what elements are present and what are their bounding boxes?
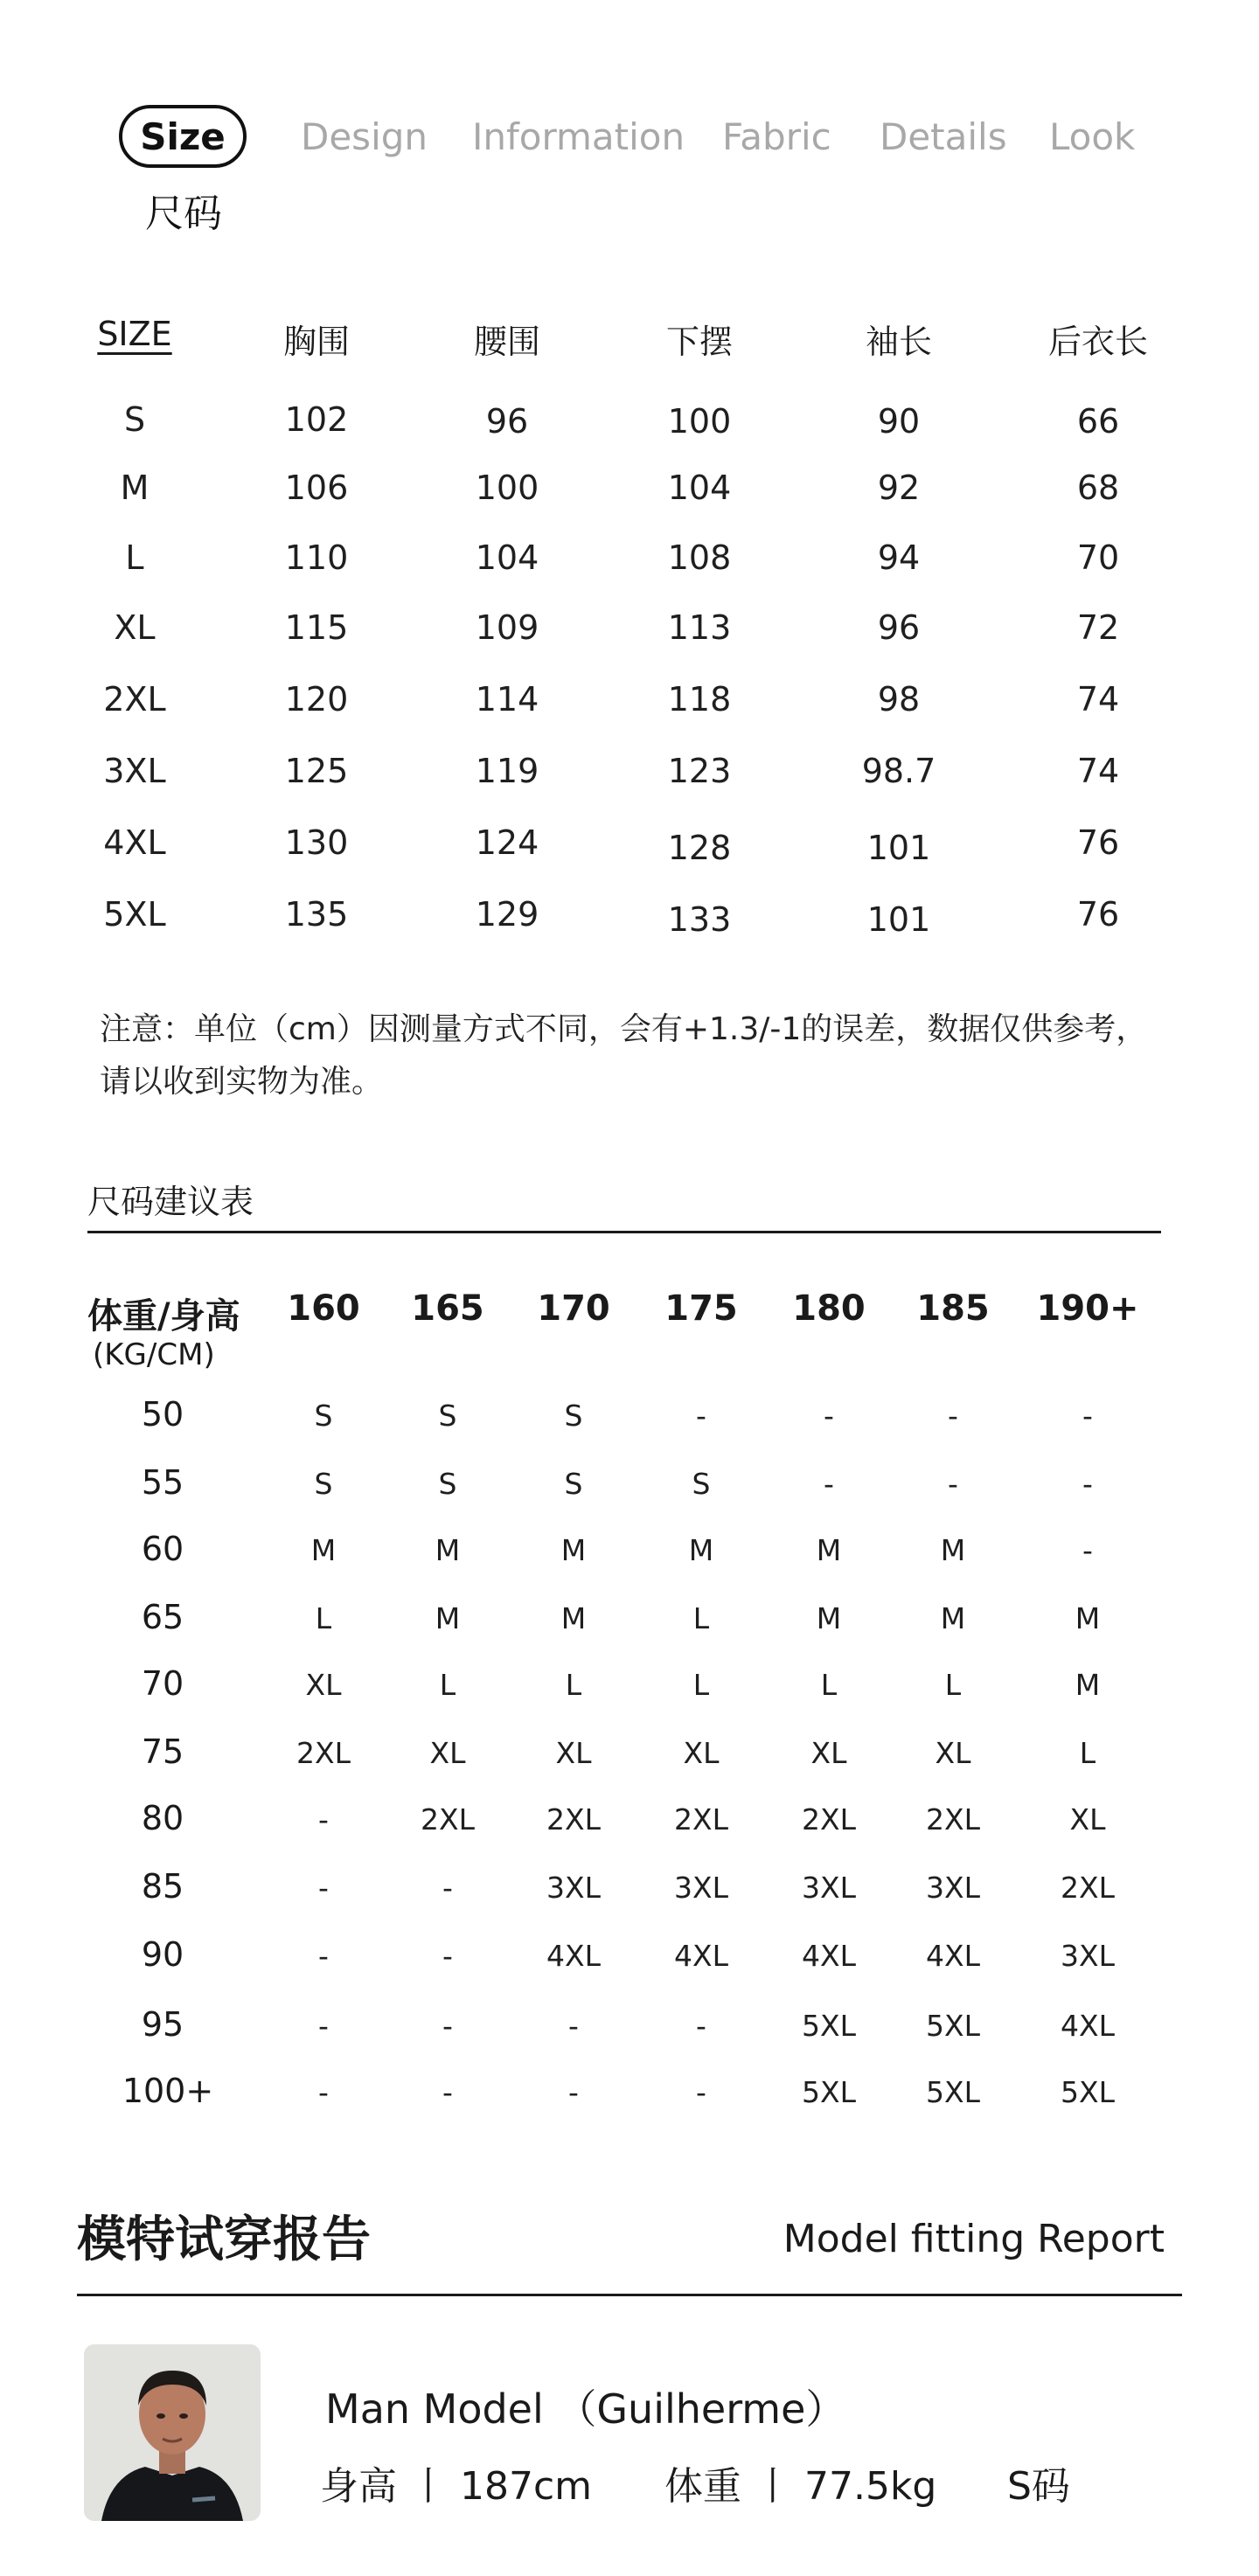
tab-look[interactable]: Look [1049,115,1136,158]
tab-design[interactable]: Design [301,115,428,158]
recommended-size-cell: XL [935,1736,971,1770]
measure-value-cell: 74 [1076,752,1120,790]
measure-value-cell: 108 [667,538,732,577]
recommended-size-cell: - [442,2075,453,2109]
size-label-cell: S [123,400,146,439]
recommended-size-cell: L [820,1668,838,1702]
measure-value-cell: 72 [1076,608,1120,647]
recommended-size-cell: S [438,1399,457,1433]
recommended-size-cell: M [435,1601,461,1635]
recommended-size-cell: XL [429,1736,466,1770]
measure-value-cell: 135 [284,895,349,934]
recommended-size-cell: L [1079,1736,1096,1770]
recommended-size-cell: M [688,1533,714,1567]
measure-value-cell: 92 [877,469,921,507]
measure-value-cell: 90 [877,402,921,441]
model-report-divider [77,2294,1182,2296]
recommended-size-cell: 3XL [546,1871,601,1905]
measure-value-cell: 100 [475,469,539,507]
recommended-size-cell: - [318,1802,329,1837]
recommendation-divider [87,1231,1161,1233]
measure-value-cell: 101 [866,900,931,939]
size-label-cell: 4XL [103,823,166,862]
recommended-size-cell: - [318,1939,329,1973]
measure-value-cell: 130 [284,823,349,862]
recommended-size-cell: L [565,1668,582,1702]
recommendation-title: 尺码建议表 [87,1183,254,1221]
recommended-size-cell: M [816,1533,842,1567]
height-column-header: 190+ [1036,1288,1139,1329]
size-label-cell: L [125,538,144,577]
recommended-size-cell: S [438,1467,457,1501]
recommended-size-cell: S [692,1467,711,1501]
recommended-size-cell: M [310,1533,337,1567]
corner-label: 体重/身高 [87,1296,240,1337]
weight-row-label: 75 [141,1732,184,1771]
recommended-size-cell: M [560,1533,587,1567]
weight-row-label: 95 [141,2005,184,2044]
recommended-size-cell: - [824,1399,834,1433]
recommended-size-cell: - [318,2009,329,2043]
measure-column-header: 腰围 [473,323,541,361]
recommended-size-cell: 4XL [674,1939,728,1973]
recommended-size-cell: 3XL [802,1871,856,1905]
recommended-size-cell: M [940,1533,966,1567]
measure-value-cell: 123 [667,752,732,790]
recommended-size-cell: 4XL [1061,2009,1115,2043]
measure-column-header: 后衣长 [1047,323,1149,361]
recommended-size-cell: L [315,1601,332,1635]
model-name: Man Model （Guilherme） [325,2385,846,2433]
weight-row-label: 65 [141,1598,184,1636]
height-column-header: 185 [916,1288,990,1329]
recommended-size-cell: 5XL [926,2075,980,2109]
measure-column-header: 下摆 [665,323,734,361]
height-column-header: 160 [287,1288,360,1329]
measure-value-cell: 74 [1076,680,1120,719]
tab-information[interactable]: Information [472,115,685,158]
recommended-size-cell: 4XL [926,1939,980,1973]
measure-value-cell: 96 [485,402,529,441]
measure-value-cell: 115 [284,608,349,647]
recommended-size-cell: XL [555,1736,592,1770]
weight-row-label: 90 [141,1935,184,1974]
size-label-cell: 2XL [103,680,166,719]
recommended-size-cell: L [692,1601,710,1635]
measure-value-cell: 102 [284,400,349,439]
recommended-size-cell: 2XL [546,1802,601,1837]
recommended-size-cell: 5XL [1061,2075,1115,2109]
measure-value-cell: 133 [667,900,732,939]
recommended-size-cell: 2XL [296,1736,351,1770]
recommended-size-cell: 3XL [926,1871,980,1905]
recommended-size-cell: S [564,1399,583,1433]
model-weight: 体重 丨 77.5kg [664,2464,937,2509]
recommended-size-cell: 5XL [802,2075,856,2109]
weight-row-label: 55 [141,1463,184,1502]
measure-value-cell: 106 [284,469,349,507]
recommended-size-cell: - [824,1467,834,1501]
measure-value-cell: 100 [667,402,732,441]
measure-value-cell: 124 [475,823,539,862]
recommended-size-cell: - [568,2075,579,2109]
measure-value-cell: 120 [284,680,349,719]
recommended-size-cell: 2XL [802,1802,856,1837]
size-label-cell: XL [114,608,156,647]
recommended-size-cell: - [1082,1399,1093,1433]
recommended-size-cell: - [696,2075,706,2109]
measure-value-cell: 125 [284,752,349,790]
recommended-size-cell: 4XL [546,1939,601,1973]
measure-value-cell: 76 [1076,823,1120,862]
recommended-size-cell: 3XL [1061,1939,1115,1973]
measure-value-cell: 110 [284,538,349,577]
recommended-size-cell: - [442,2009,453,2043]
recommended-size-cell: M [1075,1668,1101,1702]
recommended-size-cell: - [948,1467,958,1501]
weight-row-label: 100+ [122,2072,214,2110]
measure-value-cell: 118 [667,680,732,719]
size-label-cell: 3XL [103,752,166,790]
recommended-size-cell: M [816,1601,842,1635]
recommended-size-cell: - [442,1871,453,1905]
recommended-size-cell: L [944,1668,962,1702]
measure-value-cell: 119 [475,752,539,790]
recommended-size-cell: 2XL [1061,1871,1115,1905]
recommended-size-cell: 5XL [802,2009,856,2043]
recommended-size-cell: - [948,1399,958,1433]
recommended-size-cell: M [1075,1601,1101,1635]
recommended-size-cell: M [940,1601,966,1635]
recommended-size-cell: L [692,1668,710,1702]
height-column-header: 175 [664,1288,738,1329]
measure-value-cell: 101 [866,829,931,867]
recommended-size-cell: M [560,1601,587,1635]
model-height: 身高 丨 187cm [320,2464,593,2509]
weight-row-label: 70 [141,1664,184,1703]
model-report-title-en: Model fitting Report [783,2217,1165,2261]
recommended-size-cell: - [1082,1533,1093,1567]
recommended-size-cell: - [318,1871,329,1905]
note-line-1: 注意：单位（cm）因测量方式不同，会有+1.3/-1的误差，数据仅供参考， [100,1011,1148,1047]
recommended-size-cell: XL [305,1668,342,1702]
measurement-note [100,1003,1201,1108]
weight-row-label: 50 [141,1395,184,1434]
measure-value-cell: 98 [877,680,921,719]
measure-value-cell: 104 [475,538,539,577]
tab-size-chinese-label: 尺码 [145,191,222,236]
measure-value-cell: 113 [667,608,732,647]
recommended-size-cell: - [568,2009,579,2043]
tab-size-label: Size [140,115,226,158]
weight-row-label: 85 [141,1867,184,1906]
tab-size[interactable] [119,105,247,168]
measure-value-cell: 129 [475,895,539,934]
measure-value-cell: 96 [877,608,921,647]
model-avatar [84,2344,261,2521]
tab-details[interactable]: Details [880,115,1007,158]
recommended-size-cell: L [439,1668,456,1702]
recommended-size-cell: M [435,1533,461,1567]
model-size: S码 [1007,2464,1070,2509]
recommended-size-cell: S [564,1467,583,1501]
measure-value-cell: 70 [1076,538,1120,577]
note-line-2: 请以收到实物为准。 [100,1064,384,1100]
weight-row-label: 80 [141,1799,184,1837]
measure-value-cell: 109 [475,608,539,647]
model-report-title: 模特试穿报告 [77,2211,371,2268]
model-portrait-icon [84,2344,261,2521]
recommended-size-cell: 4XL [802,1939,856,1973]
size-column-header: SIZE [97,315,172,353]
recommended-size-cell: S [314,1467,333,1501]
recommended-size-cell: - [696,1399,706,1433]
measure-value-cell: 114 [475,680,539,719]
measure-value-cell: 104 [667,469,732,507]
recommended-size-cell: 3XL [674,1871,728,1905]
height-column-header: 170 [537,1288,610,1329]
size-label-cell: 5XL [103,895,166,934]
recommended-size-cell: - [696,2009,706,2043]
measure-value-cell: 94 [877,538,921,577]
tab-fabric[interactable]: Fabric [722,115,831,158]
measure-value-cell: 128 [667,829,732,867]
recommended-size-cell: XL [1069,1802,1106,1837]
weight-row-label: 60 [141,1530,184,1568]
corner-unit: (KG/CM) [93,1337,215,1372]
recommended-size-cell: - [318,2075,329,2109]
measure-value-cell: 66 [1076,402,1120,441]
measure-value-cell: 98.7 [861,752,936,790]
measure-column-header: 胸围 [282,323,351,361]
size-label-cell: M [120,469,150,507]
measure-value-cell: 76 [1076,895,1120,934]
measure-column-header: 袖长 [865,323,933,361]
recommended-size-cell: 5XL [926,2009,980,2043]
recommended-size-cell: 2XL [926,1802,980,1837]
recommended-size-cell: - [442,1939,453,1973]
recommended-size-cell: 2XL [421,1802,475,1837]
measure-value-cell: 68 [1076,469,1120,507]
recommended-size-cell: 2XL [674,1802,728,1837]
height-column-header: 180 [792,1288,866,1329]
recommended-size-cell: S [314,1399,333,1433]
height-column-header: 165 [411,1288,484,1329]
recommended-size-cell: - [1082,1467,1093,1501]
recommended-size-cell: XL [683,1736,720,1770]
recommended-size-cell: XL [810,1736,847,1770]
